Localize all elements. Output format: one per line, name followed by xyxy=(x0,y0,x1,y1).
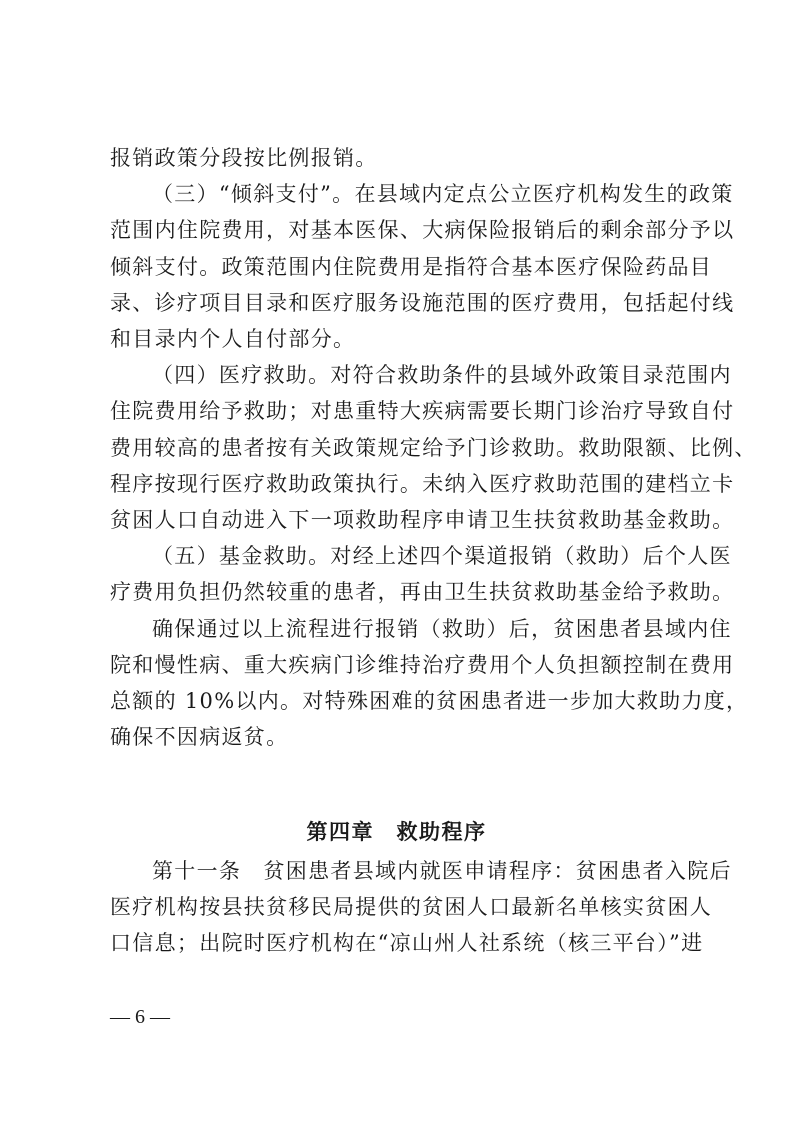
paragraph-line: （五）基金救助。对经上述四个渠道报销（救助）后个人医 xyxy=(152,544,732,568)
article-line: 第十一条 贫困患者县域内就医申请程序：贫困患者入院后 xyxy=(152,859,732,883)
paragraph-line: 院和慢性病、重大疾病门诊维持治疗费用个人负担额控制在费用 xyxy=(110,653,735,677)
paragraph-line: 和目录内个人自付部分。 xyxy=(110,327,356,351)
paragraph-line: 总额的 10%以内。对特殊困难的贫困患者进一步加大救助力度， xyxy=(110,689,749,713)
article-line: 口信息；出院时医疗机构在“凉山州人社系统（核三平台）”进 xyxy=(110,931,704,955)
paragraph-line: 确保通过以上流程进行报销（救助）后，贫困患者县域内住 xyxy=(152,617,732,641)
paragraph-line: （四）医疗救助。对符合救助条件的县域外政策目录范围内 xyxy=(152,363,732,387)
paragraph-line: 程序按现行医疗救助政策执行。未纳入医疗救助范围的建档立卡 xyxy=(110,472,735,496)
paragraph-line: 录、诊疗项目目录和医疗服务设施范围的医疗费用，包括起付线 xyxy=(110,291,735,315)
article-line: 医疗机构按县扶贫移民局提供的贫困人口最新名单核实贫困人 xyxy=(110,895,713,919)
page-number: — 6 — xyxy=(110,1006,170,1028)
paragraph-line: 费用较高的患者按有关政策规定给予门诊救助。救助限额、比例、 xyxy=(110,436,757,460)
paragraph-line: 范围内住院费用，对基本医保、大病保险报销后的剩余部分予以 xyxy=(110,218,735,242)
paragraph-line: 贫困人口自动进入下一项救助程序申请卫生扶贫救助基金救助。 xyxy=(110,508,735,532)
chapter-heading: 第四章 救助程序 xyxy=(306,820,487,844)
paragraph-line: 疗费用负担仍然较重的患者，再由卫生扶贫救助基金给予救助。 xyxy=(110,580,735,604)
paragraph-line: 倾斜支付。政策范围内住院费用是指符合基本医疗保险药品目 xyxy=(110,255,713,279)
paragraph-line: 报销政策分段按比例报销。 xyxy=(110,146,378,170)
paragraph-line: （三）“倾斜支付”。在县域内定点公立医疗机构发生的政策 xyxy=(152,182,734,206)
paragraph-line: 确保不因病返贫。 xyxy=(110,725,289,749)
paragraph-line: 住院费用给予救助；对患重特大疾病需要长期门诊治疗导致自付 xyxy=(110,399,735,423)
